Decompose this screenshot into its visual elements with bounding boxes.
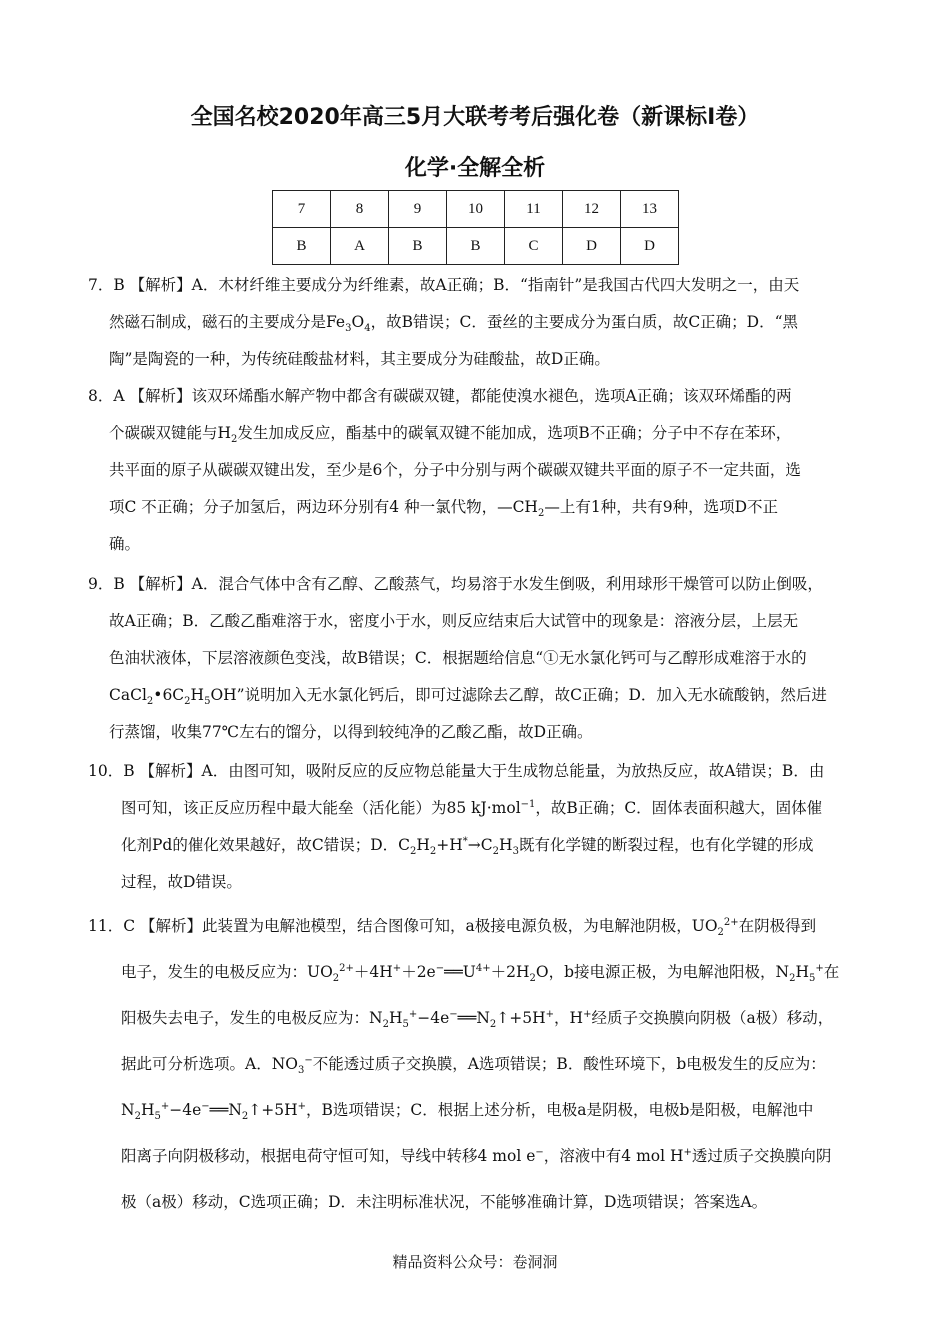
text-line: 行蒸馏，收集77℃左右的馏分，以得到较纯净的乙酸乙酯，故D正确。: [109, 723, 593, 741]
text-line: $N_2H_5^+-4e^-══N_2↑+5H^+$，B选项错误；C．根据上述分析，电极a是阴极，电极b是阳极，电解池中: [121, 1100, 814, 1123]
table-cell: 12: [563, 191, 621, 228]
text-line: 确。: [109, 535, 141, 553]
question-number-row: [273, 191, 679, 228]
text-line: 项C 不正确；分子加氢后，两边环分别有4 种一氯代物，$—CH_2—$上有1种，共有9种，选项D不正: [109, 498, 778, 520]
table-cell: A: [331, 228, 389, 265]
text-line: 极（a极）移动，C选项正确；D．未注明标准状况，不能够准确计算，D选项错误；答案选A。: [121, 1193, 768, 1211]
table-cell: 13: [621, 191, 679, 228]
question-7-explanation: [88, 267, 863, 378]
table-cell: 9: [389, 191, 447, 228]
question-8-explanation: [88, 378, 863, 563]
table-cell: D: [563, 228, 621, 265]
document-title: 全国名校2020年高三5月大联考考后强化卷（新课标I卷）: [190, 105, 760, 130]
text-line: 故A正确；B．乙酸乙酯难溶于水，密度小于水，则反应结束后大试管中的现象是：溶液分层，上层无: [109, 612, 799, 630]
table-cell: 10: [447, 191, 505, 228]
question-11-explanation: [88, 903, 863, 1225]
text-line: 阳离子向阴极移动，根据电荷守恒可知，导线中转移4 mol e−，溶液中有4 mol H+透过质子交换膜向阴: [121, 1146, 832, 1165]
table-cell: C: [505, 228, 563, 265]
text-line: 电子，发生的电极反应为：$UO_2^{2+}+4H^++2e^-══U^{4+}+2H_2O$，b接电源正极，为电解池阳极，$N_2H_5^+$在: [121, 962, 840, 985]
page-footer: 精品资料公众号：卷洞洞: [392, 1253, 558, 1271]
table-cell: B: [273, 228, 331, 265]
table-cell: 11: [505, 191, 563, 228]
text-line: 个碳碳双键能与$H_2$发生加成反应，酯基中的碳氧双键不能加成，选项B不正确；分子中不存在苯环，: [109, 424, 792, 446]
text-line: 10．B 【解析】A．由图可知，吸附反应的反应物总能量大于生成物总能量，为放热反应，故A错误；B．由: [88, 762, 825, 780]
table-cell: D: [621, 228, 679, 265]
text-line: 图可知，该正反应历程中最大能垒（活化能）为85 kJ·mol$^{-1}$，故B正确；C．固体表面积越大，固体催: [121, 798, 823, 817]
answer-row: [273, 228, 679, 265]
text-line: 据此可分析选项。A．$NO_3^-$不能透过质子交换膜，A选项错误；B．酸性环境下，b电极发生的反应为：: [121, 1054, 826, 1077]
text-line: 7．B 【解析】A．木材纤维主要成分为纤维素，故A正确；B．“指南针”是我国古代四大发明之一，由天: [88, 276, 800, 294]
text-line: 共平面的原子从碳碳双键出发，至少是6个，分子中分别与两个碳碳双键共平面的原子不一定共面，选: [109, 461, 801, 479]
question-10-explanation: [88, 753, 863, 901]
answer-table: [272, 190, 679, 265]
text-line: 化剂Pd的催化效果越好，故C错误；D．$C_2H_2+H^*\to C_2H_3$既有化学键的断裂过程，也有化学键的形成: [121, 835, 814, 858]
table-cell: B: [389, 228, 447, 265]
table-cell: B: [447, 228, 505, 265]
text-line: 过程，故D错误。: [121, 873, 242, 891]
document-subtitle: 化学·全解全析: [404, 156, 546, 181]
table-cell: 7: [273, 191, 331, 228]
table-cell: 8: [331, 191, 389, 228]
text-line: 然磁石制成，磁石的主要成分是$Fe_3O_4$，故B错误；C．蚕丝的主要成分为蛋白质，故C正确；D．“黑: [109, 313, 799, 335]
text-line: 阳极失去电子，发生的电极反应为：$N_2H_5^+-4e^-══N_2↑+5H^+$，H+经质子交换膜向阴极（a极）移动，: [121, 1008, 834, 1031]
text-line: 8．A 【解析】该双环烯酯水解产物中都含有碳碳双键，都能使溴水褪色，选项A正确；该双环烯酯的两: [88, 387, 792, 405]
question-9-explanation: [88, 566, 863, 751]
text-line: $CaCl_2•6C_2H_5OH$”说明加入无水氯化钙后，即可过滤除去乙醇，故C正确；D．加入无水硫酸钠，然后进: [109, 686, 827, 708]
text-line: 9．B 【解析】A．混合气体中含有乙醇、乙酸蒸气，均易溶于水发生倒吸，利用球形干燥管可以防止倒吸，: [88, 575, 823, 593]
text-line: 11．C 【解析】此装置为电解池模型，结合图像可知，a极接电源负极，为电解池阴极，$UO_2^{2+}$在阴极得到: [88, 916, 817, 939]
text-line: 色油状液体，下层溶液颜色变浅，故B错误；C．根据题给信息“①无水氯化钙可与乙醇形成难溶于水的: [109, 649, 807, 667]
text-line: 陶”是陶瓷的一种，为传统硅酸盐材料，其主要成分为硅酸盐，故D正确。: [109, 350, 610, 368]
